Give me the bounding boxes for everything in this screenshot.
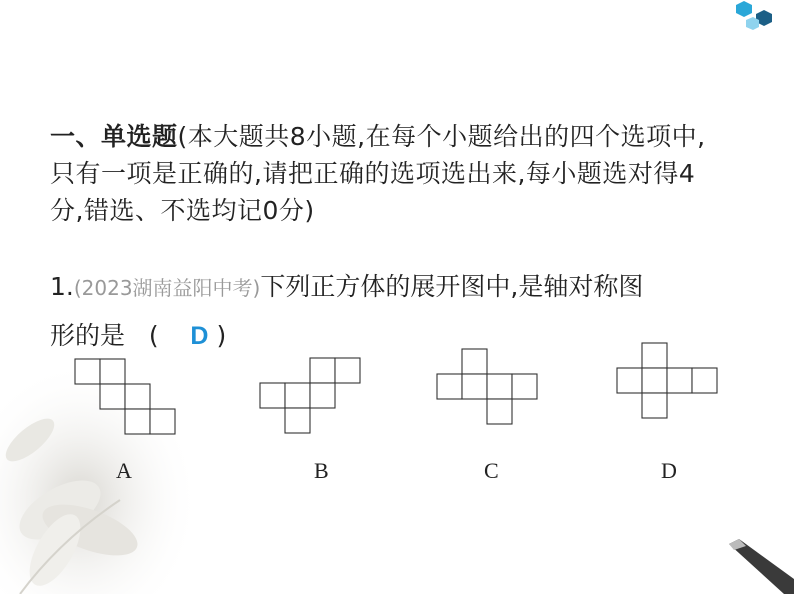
paren-open: ( bbox=[148, 321, 159, 350]
question-stem-1: 下列正方体的展开图中,是轴对称图 bbox=[260, 272, 644, 301]
option-label-c: C bbox=[484, 458, 499, 483]
option-label-d: D bbox=[661, 458, 677, 483]
hexagon-logo-icon bbox=[726, 0, 786, 40]
question-number: 1. bbox=[50, 272, 74, 301]
instructions-text-1: (本大题共8小题,在每个小题给出的四个选项中, bbox=[177, 122, 706, 151]
cube-net-d bbox=[616, 342, 722, 426]
instructions-line-1 bbox=[50, 118, 750, 155]
option-label-a: A bbox=[116, 458, 132, 483]
answer-text: D bbox=[190, 322, 209, 350]
instructions-line-3: 分,错选、不选均记0分) bbox=[50, 196, 315, 225]
section-heading: 一、单选题 bbox=[50, 122, 178, 151]
paren-close: ) bbox=[216, 321, 227, 350]
question-source: (2023湖南益阳中考) bbox=[73, 276, 261, 300]
question-stem-2: 形的是 bbox=[50, 321, 126, 350]
cube-net-c bbox=[436, 348, 542, 432]
instructions bbox=[50, 118, 750, 229]
instructions-line-2: 只有一项是正确的,请把正确的选项选出来,每小题选对得4 bbox=[50, 159, 696, 188]
pen-icon bbox=[724, 534, 794, 594]
cube-net-b bbox=[259, 357, 365, 441]
question-line-1 bbox=[50, 263, 750, 312]
cube-net-a bbox=[74, 358, 178, 442]
option-label-b: B bbox=[314, 458, 329, 483]
